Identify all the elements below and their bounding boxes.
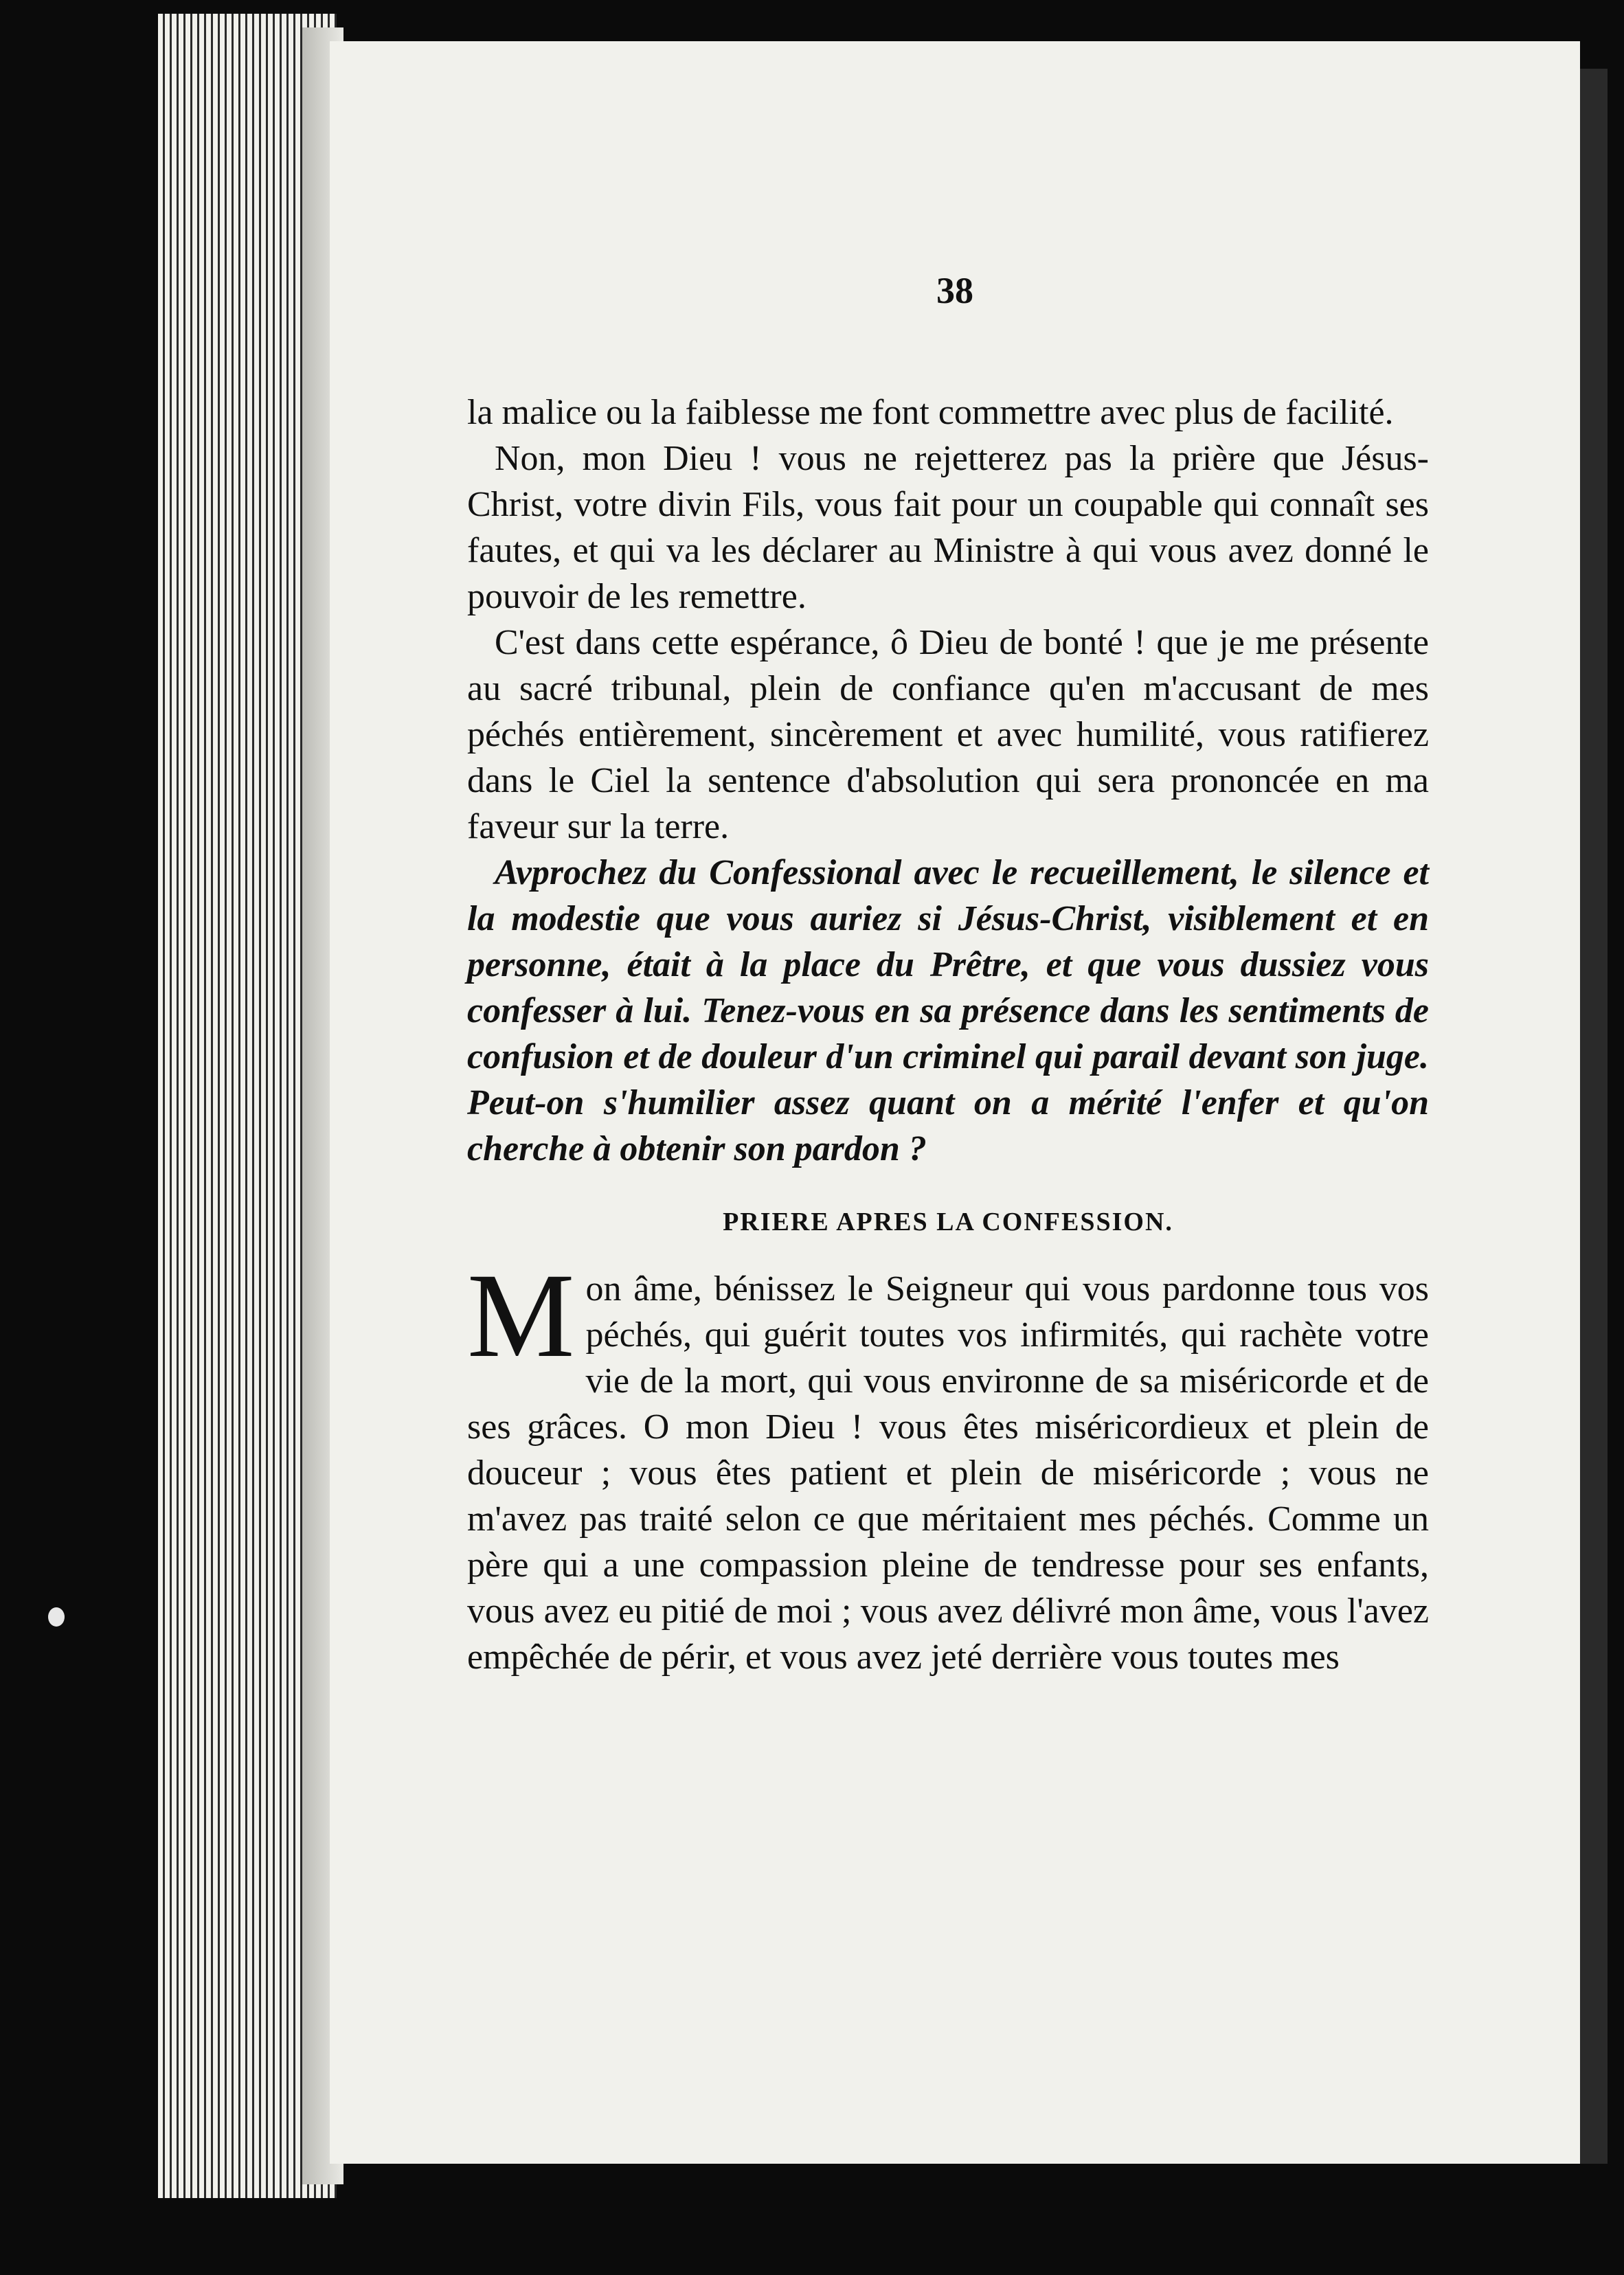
paragraph-instruction: Avprochez du Confessional avec le recueillement, le silence et la modestie que vous auriez si Jésus-Christ, visiblement et en personne, était à la place du Prêtre, et que vous dussiez vous confesser à lui. Tenez-vous en sa présence dans les sentiments de confusion et de douleur d'un criminel qui parail devant son juge. Peut-on s'humilier assez quant on a mérité l'enfer et qu'on cherche à obtenir son pardon ? bbox=[467, 853, 1429, 1168]
page-right-edge bbox=[1580, 69, 1608, 2164]
scan-speck bbox=[48, 1607, 65, 1627]
page-text bbox=[467, 268, 1429, 1680]
drop-cap: M bbox=[467, 1249, 575, 1383]
paragraph-continuation: la malice ou la faiblesse me font commettre avec plus de facilité. bbox=[467, 393, 1394, 432]
paragraph-hope: C'est dans cette espérance, ô Dieu de bonté ! que je me présente au sacré tribunal, plein de confiance qu'en m'accusant de mes péchés entièrement, sincèrement et avec humilité, vous ratifierez dans le Ciel la sentence d'absolution qui sera prononcée en ma faveur sur la terre. bbox=[467, 623, 1429, 846]
section-heading: PRIERE APRES LA CONFESSION. bbox=[723, 1208, 1173, 1236]
page-number: 38 bbox=[936, 270, 973, 311]
prayer-text: on âme, bénissez le Seigneur qui vous pardonne tous vos péchés, qui guérit toutes vos infirmités, qui rachète votre vie de la mort, qui vous environne de sa miséricorde et de ses grâces. O mon Dieu ! vous êtes miséricordieux et plein de douceur ; vous êtes patient et plein de miséricorde ; vous ne m'avez pas traité selon ce que méritaient mes péchés. Comme un père qui a une compassion pleine de tendresse pour ses enfants, vous avez eu pitié de moi ; vous avez délivré mon âme, vous l'avez empêchée de périr, et vous avez jeté derrière vous toutes mes bbox=[467, 1269, 1429, 1677]
paragraph-prayer bbox=[467, 1249, 1429, 1680]
paragraph-prayer-intro: Non, mon Dieu ! vous ne rejetterez pas la prière que Jésus-Christ, votre divin Fils, vous fait pour un coupable qui connaît ses fautes, et qui va les déclarer au Ministre à qui vous avez donné le pouvoir de les remettre. bbox=[467, 439, 1429, 616]
